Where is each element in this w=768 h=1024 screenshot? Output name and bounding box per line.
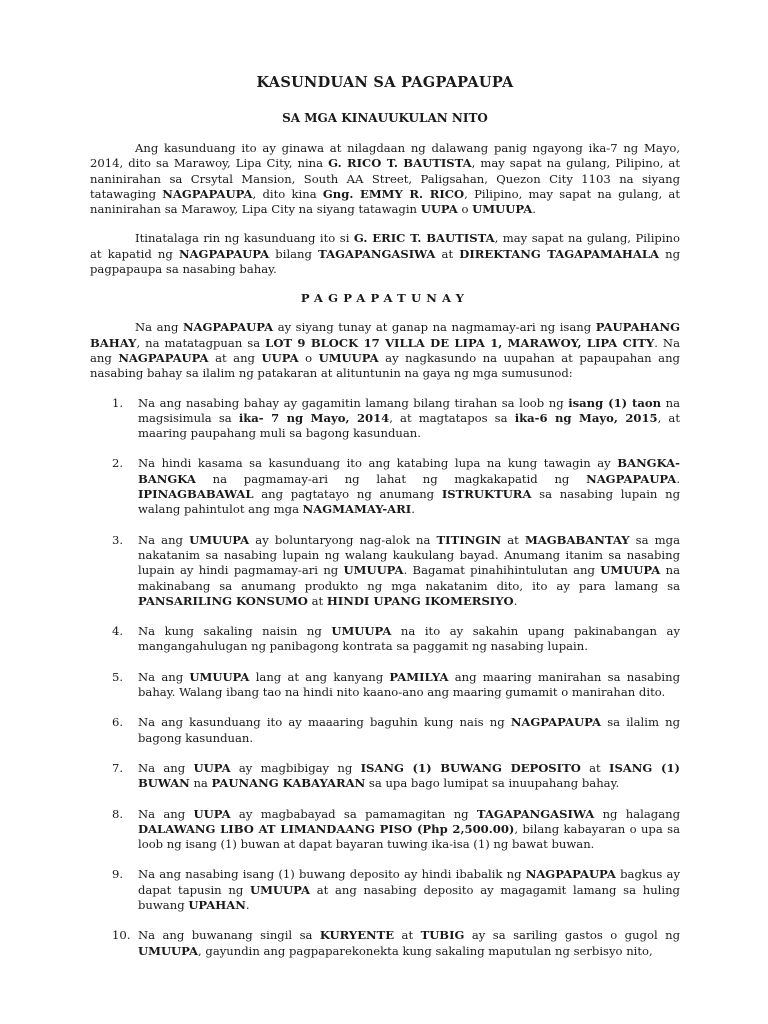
bold-term: ISANG (1) BUWANG DEPOSITO [360, 760, 581, 775]
bold-term: DALAWANG LIBO AT LIMANDAANG PISO (Php 2,500.00) [138, 821, 515, 836]
list-item [90, 715, 680, 746]
list-item-number: 9. [112, 867, 124, 882]
bold-term: TUBIG [420, 928, 465, 943]
bold-term: UMUUPA [249, 882, 310, 897]
list-item-number: 7. [112, 760, 124, 775]
list-item [90, 867, 680, 913]
section-title: PAGPAPATUNAY [300, 291, 470, 306]
bold-term: NAGPAPAUPA [162, 186, 253, 201]
bold-term: UMUUPA [600, 563, 661, 578]
list-item [90, 670, 680, 701]
list-item-text: Na ang kasunduang ito ay maaaring baguhin kung nais ng NAGPAPAUPA sa ilalim ng bagong kasunduan. [138, 715, 680, 745]
bold-term: UMUUPA [472, 202, 533, 217]
bold-term: MAGBABANTAY [524, 532, 630, 547]
bold-term: IPINAGBABAWAL [138, 487, 254, 502]
bold-term: PAUNANG KABAYARAN [211, 776, 366, 791]
list-item-text: Na ang UUPA ay magbibigay ng ISANG (1) BUWANG DEPOSITO at ISANG (1) BUWAN na PAUNANG KABAYARAN sa upa bago lumipat sa inuupahang bahay. [138, 760, 680, 791]
bold-term: LOT 9 BLOCK 17 VILLA DE LIPA 1, MARAWOY, LIPA CITY [265, 335, 655, 350]
bold-term: TAGAPANGASIWA [476, 806, 595, 821]
bold-term: NAGPAPAUPA [118, 350, 209, 365]
document-subtitle: SA MGA KINAUUKULAN NITO [282, 111, 488, 125]
list-item-number: 2. [112, 456, 124, 471]
bold-term: KURYENTE [319, 928, 395, 943]
bold-term: UUPA [420, 202, 458, 217]
list-item [90, 624, 680, 655]
bold-term: NAGPAPAUPA [586, 471, 677, 486]
bold-term: NAGPAPAUPA [182, 320, 274, 335]
bold-term: UMUUPA [318, 350, 379, 365]
bold-term: DIREKTANG TAGAPAMAHALA [459, 246, 659, 261]
list-item-text: Na ang UUPA ay magbabayad sa pamamagitan ng TAGAPANGASIWA ng halagang DALAWANG LIBO AT LIMANDAANG PISO (Php 2,500.00), bilang kabayaran o upa sa loob ng isang (1) buwan at dapat bayaran tuwing ika-isa (1) ng bawat buwan. [138, 806, 680, 852]
list-item-text: Na hindi kasama sa kasunduang ito ang katabing lupa na kung tawagin ay BANGKA-BANGKA na pagmamay-ari ng lahat ng magkakapatid ng NAGPAPAUPA. IPINAGBABAWAL ang pagtatayo ng anumang ISTRUKTURA sa nasabing lupain ng walang pahintulot ang mga NAGMAMAY-ARI. [138, 456, 680, 517]
list-item [90, 396, 680, 442]
list-item-number: 8. [112, 806, 124, 821]
bold-term: UMUUPA [331, 624, 392, 639]
list-item-number: 1. [112, 395, 124, 410]
bold-term: UMUUPA [189, 669, 250, 684]
bold-term: PAUPAHANG BAHAY [90, 320, 680, 350]
bold-term: PAMILYA [389, 669, 449, 684]
bold-term: UMUUPA [189, 532, 250, 547]
bold-term: NAGPAPAUPA [510, 715, 602, 730]
bold-term: Gng. EMMY R. RICO [322, 186, 465, 201]
bold-term: ISTRUKTURA [441, 487, 532, 502]
bold-term: UMUUPA [343, 563, 404, 578]
bold-term: UUPA [193, 806, 231, 821]
bold-term: ika-6 ng Mayo, 2015 [514, 410, 658, 425]
list-item [90, 533, 680, 609]
bold-term: ISANG (1) BUWAN [138, 760, 680, 791]
list-item-number: 5. [112, 669, 124, 684]
bold-term: ika- 7 ng Mayo, 2014 [238, 410, 390, 425]
list-item-number: 4. [112, 624, 124, 639]
bold-term: NAGPAPAUPA [525, 867, 616, 882]
list-item [90, 456, 680, 517]
list-item-number: 6. [112, 715, 124, 730]
bold-term: G. ERIC T. BAUTISTA [353, 231, 495, 246]
list-item-text: Na ang nasabing bahay ay gagamitin lamang bilang tirahan sa loob ng isang (1) taon na magsisimula sa ika- 7 ng Mayo, 2014, at magtatapos sa ika-6 ng Mayo, 2015, at maaring paupahang muli sa bagong kasunduan. [138, 395, 680, 441]
list-item-text: Na ang nasabing isang (1) buwang deposito ay hindi ibabalik ng NAGPAPAUPA bagkus ay dapat tapusin ng UMUUPA at ang nasabing deposito ay magagamit lamang sa huling buwang UPAHAN. [138, 867, 680, 912]
list-item-text: Na ang UMUUPA lang at ang kanyang PAMILYA ang maaring manirahan sa nasabing bahay. Walang ibang tao na hindi nito kaano-ano ang maaring gumamit o manirahan dito. [138, 669, 681, 700]
bold-term: G. RICO T. BAUTISTA [328, 156, 472, 171]
list-item [90, 807, 680, 853]
document-title: KASUNDUAN SA PAGPAPAUPA [256, 74, 514, 91]
terms-list [90, 396, 680, 959]
list-item-number: 10. [112, 928, 131, 943]
bold-term: isang (1) taon [568, 395, 662, 410]
list-item-text: Na ang UMUUPA ay boluntaryong nag-alok na TITINGIN at MAGBABANTAY sa mga nakatanim sa nasabing lupain ng walang kaukulang bayad. Anumang itanim sa nasabing lupain ay hindi pagmamay-ari ng UMUUPA. Bagamat pinahihintulutan ang UMUUPA na makinabang sa anumang produkto ng mga nakatanim dito, ito ay para lamang sa PANSARILING KONSUMO at HINDI UPANG IKOMERSIYO. [138, 532, 680, 608]
list-item-text: Na ang buwanang singil sa KURYENTE at TUBIG ay sa sariling gastos o gugol ng UMUUPA, gayundin ang pagpaparekonekta kung sakaling maputulan ng serbisyo nito, [138, 928, 680, 958]
list-item [90, 761, 680, 792]
paragraph-intro: Na ang NAGPAPAUPA ay siyang tunay at ganap na nagmamay-ari ng isang PAUPAHANG BAHAY, na matatagpuan sa LOT 9 BLOCK 17 VILLA DE LIPA 1, MARAWOY, LIPA CITY. Na ang NAGPAPAUPA at ang UUPA o UMUUPA ay nagkasundo na uupahan at papaupahan ang nasabing bahay sa ilalim ng patakaran at alituntunin na gaya ng mga sumusunod: [90, 320, 680, 381]
bold-term: NAGMAMAY-ARI [302, 502, 412, 517]
paragraph-parties: Ang kasunduang ito ay ginawa at nilagdaan ng dalawang panig ngayong ika-7 ng Mayo, 2014, dito sa Marawoy, Lipa City, nina G. RICO T. BAUTISTA, may sapat na gulang, Pilipino, at naninirahan sa Crsytal Mansion, South AA Street, Paligsahan, Quezon City 1103 na siyang tatawaging NAGPAPAUPA, dito kina Gng. EMMY R. RICO, Pilipino, may sapat na gulang, at naninirahan sa Marawoy, Lipa City na siyang tatawagin UUPA o UMUUPA. [90, 141, 680, 217]
paragraph-administrator: Itinatalaga rin ng kasunduang ito si G. ERIC T. BAUTISTA, may sapat na gulang, Pilipino at kapatid ng NAGPAPAUPA bilang TAGAPANGASIWA at DIREKTANG TAGAPAMAHALA ng pagpapaupa sa nasabing bahay. [90, 231, 680, 277]
list-item-number: 3. [112, 532, 124, 547]
bold-term: UUPA [193, 760, 231, 775]
bold-term: TITINGIN [436, 532, 502, 547]
bold-term: TAGAPANGASIWA [318, 246, 436, 261]
bold-term: BANGKA-BANGKA [138, 456, 680, 486]
bold-term: UUPA [261, 350, 299, 365]
list-item [90, 928, 680, 959]
bold-term: HINDI UPANG IKOMERSIYO [326, 593, 514, 608]
list-item-text: Na kung sakaling naisin ng UMUUPA na ito ay sakahin upang pakinabangan ay mangangahulugan ng panibagong kontrata sa paggamit ng nasabing lupain. [138, 624, 680, 654]
bold-term: NAGPAPAUPA [178, 246, 270, 261]
bold-term: UMUUPA [138, 943, 199, 958]
bold-term: UPAHAN [188, 897, 246, 912]
bold-term: PANSARILING KONSUMO [138, 593, 308, 608]
